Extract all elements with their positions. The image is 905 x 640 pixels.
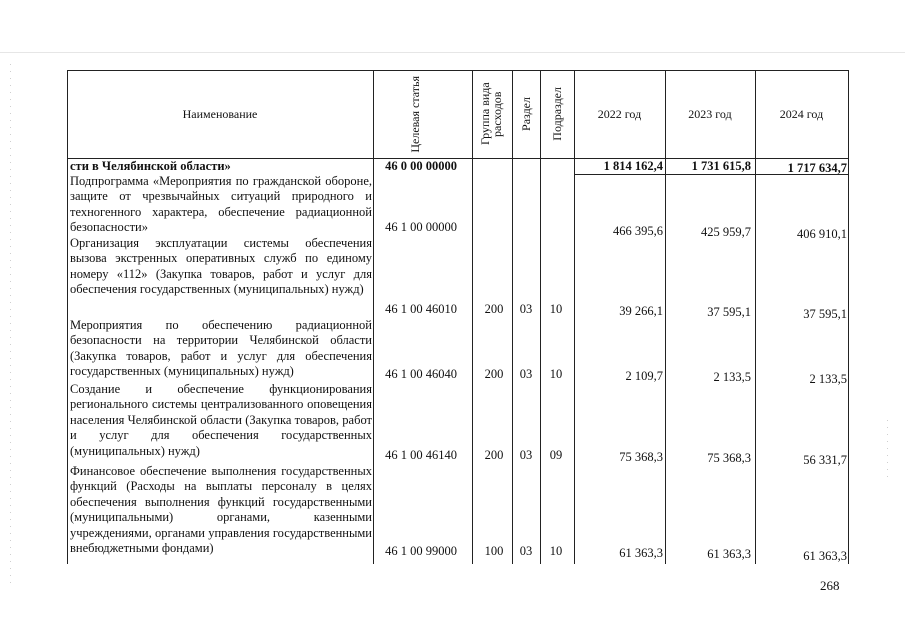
row-value-2023: 61 363,3 [707, 547, 751, 561]
scan-artifact-line [0, 52, 905, 53]
row-group: 200 [484, 302, 504, 316]
row-value-2024: 61 363,3 [803, 549, 847, 563]
row-group: 200 [484, 448, 504, 462]
row-code: 46 0 00 00000 [385, 159, 457, 173]
row-name: Финансовое обеспечение выполнения государственных функций (Расходы на выплаты персоналу в целях обеспечения выполнения функций государственными (муниципальными) органами, казенными учреждениями, органами управления государственными внебюджетными фондами) [70, 464, 372, 556]
row-value-2023: 425 959,7 [701, 225, 751, 239]
row-group: 200 [484, 367, 504, 381]
row-group: 100 [484, 544, 504, 558]
row-code: 46 1 00 46140 [385, 448, 457, 462]
row-value-2023: 2 133,5 [713, 370, 751, 384]
header-expense-group: Группа вида расходов [478, 82, 504, 146]
row-name: Подпрограмма «Мероприятия по гражданской обороне, защите от чрезвычайных ситуаций природного и техногенного характера, обеспечение радиационной безопасности» [70, 174, 372, 235]
row-value-2022: 75 368,3 [619, 450, 663, 464]
row-subsection: 09 [549, 448, 563, 462]
row-code: 46 1 00 46040 [385, 367, 457, 381]
row-section: 03 [519, 302, 533, 316]
row-value-2022: 1 814 162,4 [603, 159, 663, 173]
budget-table [67, 70, 849, 564]
row-name: Мероприятия по обеспечению радиационной безопасности на территории Челябинской области (Закупка товаров, работ и услуг для обеспечения государственных (муниципальных) нужд) [70, 318, 372, 379]
header-2024: 2024 год [779, 106, 824, 121]
row-value-2024: 406 910,1 [797, 227, 847, 241]
row-value-2024: 2 133,5 [809, 372, 847, 386]
row-value-2024: 56 331,7 [803, 453, 847, 467]
header-section: Раздел [519, 97, 533, 131]
row-name: Организация эксплуатации системы обеспечения вызова экстренных оперативных служб по единому номеру «112» (Закупка товаров, работ и услуг для обеспечения государственных (муниципальных) нужд) [70, 236, 372, 297]
margin-artifact-right [887, 420, 888, 480]
row-value-2022: 2 109,7 [625, 369, 663, 383]
row-value-2022: 39 266,1 [619, 304, 663, 318]
row-value-2024: 1 717 634,7 [787, 161, 847, 175]
row-code: 46 1 00 46010 [385, 302, 457, 316]
row-name: Создание и обеспечение функционирования регионального системы централизованного оповещения населения Челябинской области (Закупка товаров, работ и услуг для обеспечения государственных (муниципальных) нужд) [70, 382, 372, 458]
page-number: 268 [820, 578, 840, 593]
row-value-2023: 1 731 615,8 [691, 159, 751, 173]
margin-artifact-left [10, 64, 11, 584]
row-subsection: 10 [549, 544, 563, 558]
row-section: 03 [519, 544, 533, 558]
header-name: Наименование [182, 106, 258, 121]
header-subsection: Подраздел [550, 87, 564, 141]
row-subsection: 10 [549, 302, 563, 316]
header-2022: 2022 год [597, 106, 642, 121]
row-value-2023: 75 368,3 [707, 451, 751, 465]
row-name: сти в Челябинской области» [70, 159, 231, 173]
row-subsection: 10 [549, 367, 563, 381]
row-value-2023: 37 595,1 [707, 305, 751, 319]
row-section: 03 [519, 367, 533, 381]
col-border-8 [848, 70, 849, 564]
row-value-2022: 61 363,3 [619, 546, 663, 560]
row-value-2022: 466 395,6 [613, 224, 663, 238]
row-value-2024: 37 595,1 [803, 307, 847, 321]
header-target-article: Целевая статья [407, 75, 422, 153]
row-code: 46 1 00 00000 [385, 220, 457, 234]
row-section: 03 [519, 448, 533, 462]
header-2023: 2023 год [688, 106, 732, 121]
row-code: 46 1 00 99000 [385, 544, 457, 558]
